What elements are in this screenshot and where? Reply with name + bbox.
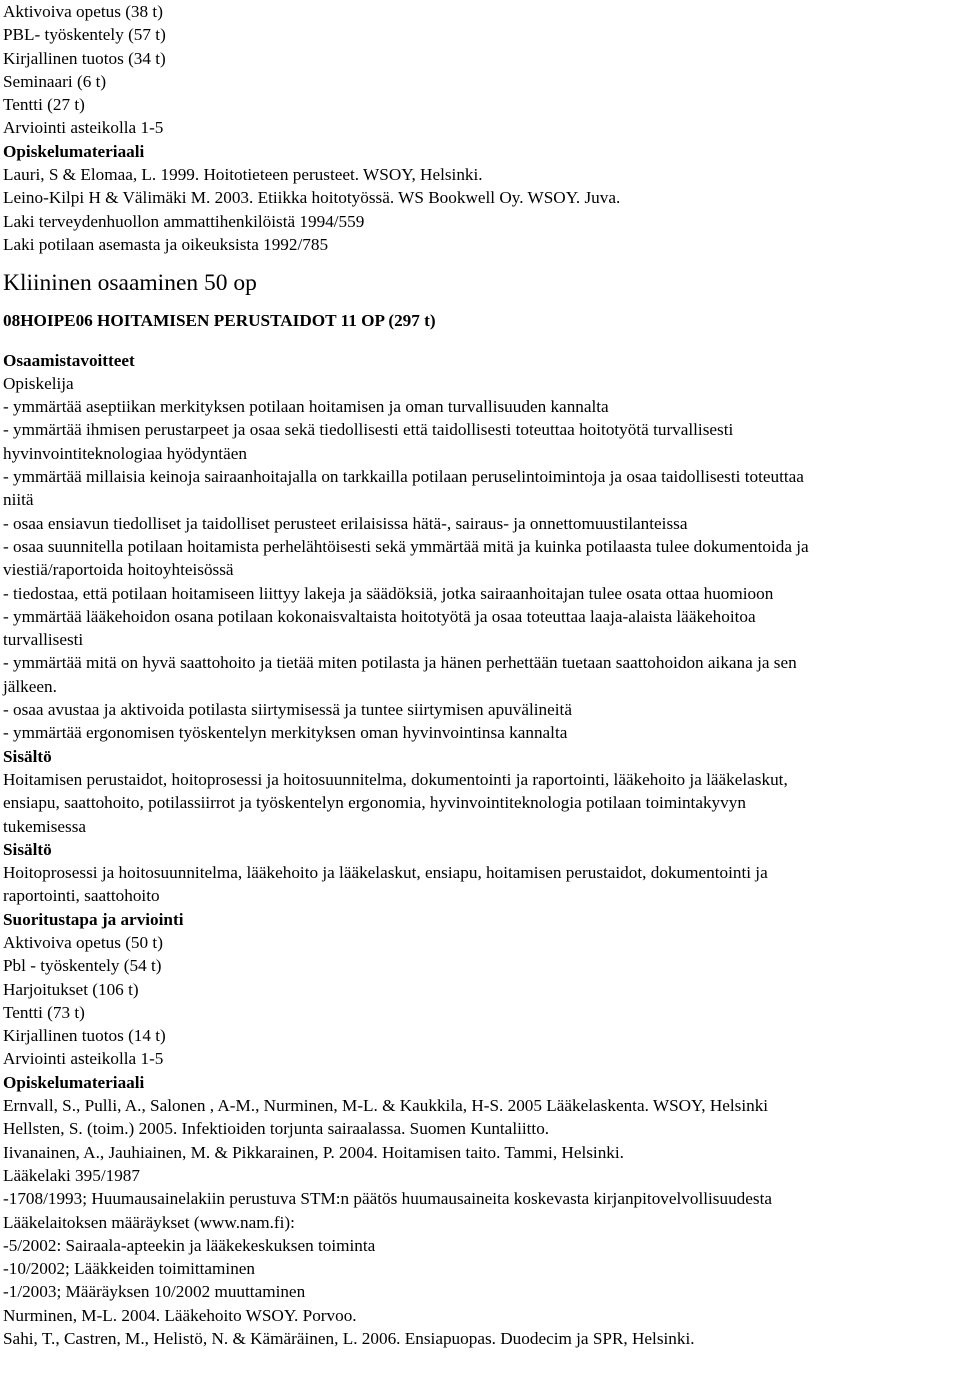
assessment-line: Pbl - työskentely (54 t) [3,956,162,976]
objective-line: viestiä/raportoida hoitoyhteisössä [3,560,234,580]
material-line: Ernvall, S., Pulli, A., Salonen , A-M., Nurminen, M-L. & Kaukkila, H-S. 2005 Lääkelaskenta. WSOY, Helsinki [3,1096,769,1116]
assessment-line: Harjoitukset (106 t) [3,979,139,999]
content-line: tukemisessa [3,816,87,836]
objective-line: - ymmärtää millaisia keinoja sairaanhoitajalla on tarkkailla potilaan peruselintoimintoja ja osaa taidollisesti toteuttaa [3,467,804,487]
content-heading: Sisältö [3,746,52,766]
material-line: Laki terveydenhuollon ammattihenkilöistä 1994/559 [3,211,365,231]
material-line: Lauri, S & Elomaa, L. 1999. Hoitotieteen perusteet. WSOY, Helsinki. [3,165,483,185]
assessment-line: Kirjallinen tuotos (14 t) [3,1026,166,1046]
objective-line: - osaa suunnitella potilaan hoitamista perhelähtöisesti sekä ymmärtää mitä ja kuinka potilaasta tulee dokumentoida ja [3,536,809,556]
material-line: -5/2002: Sairaala-apteekin ja lääkekeskuksen toiminta [3,1235,376,1255]
content-line: Hoitoprosessi ja hoitosuunnitelma, lääkehoito ja lääkelaskut, ensiapu, hoitamisen perustaidot, dokumentointi ja [3,863,768,883]
content-line: Hoitamisen perustaidot, hoitoprosessi ja hoitosuunnitelma, dokumentointi ja raportointi, lääkehoito ja lääkelaskut, [3,769,788,789]
objective-line: - ymmärtää ihmisen perustarpeet ja osaa sekä tiedollisesti että taidollisesti toteuttaa hoitotyötä turvallisesti [3,420,734,440]
content-block-1 [3,745,957,838]
intro-line: Seminaari (6 t) [3,71,107,91]
materials-heading: Opiskelumateriaali [3,1072,145,1092]
course-title: 08HOIPE06 HOITAMISEN PERUSTAIDOT 11 OP (297 t) [3,311,436,331]
material-line: -10/2002; Lääkkeiden toimittaminen [3,1259,256,1279]
objective-line: - ymmärtää aseptiikan merkityksen potilaan hoitamisen ja oman turvallisuuden kannalta [3,397,609,417]
assessment-line: Arviointi asteikolla 1-5 [3,1049,164,1069]
section-title: Kliininen osaaminen 50 op [3,270,257,297]
intro-line: PBL- työskentely (57 t) [3,25,166,45]
objectives-block [3,349,957,745]
objective-line: - tiedostaa, että potilaan hoitamiseen liittyy lakeja ja säädöksiä, jotka sairaanhoitajan tulee osata ottaa huomioon [3,583,774,603]
content-line: ensiapu, saattohoito, potilassiirrot ja työskentelyn ergonomia, hyvinvointiteknologia potilaan toimintakyvyn [3,793,746,813]
material-line: Nurminen, M-L. 2004. Lääkehoito WSOY. Porvoo. [3,1305,357,1325]
intro-line: Kirjallinen tuotos (34 t) [3,48,166,68]
objectives-subject: Opiskelija [3,373,74,393]
objective-line: - osaa avustaa ja aktivoida potilasta siirtymisessä ja tuntee siirtymisen apuvälineitä [3,700,572,720]
objective-line: - osaa ensiavun tiedolliset ja taidolliset perusteet erilaisissa hätä-, sairaus- ja onnettomuustilanteissa [3,513,688,533]
objectives-heading: Osaamistavoitteet [3,350,135,370]
content-line: raportointi, saattohoito [3,886,160,906]
objective-line: - ymmärtää lääkehoidon osana potilaan kokonaisvaltaista hoitotyötä ja osaa toteuttaa laaja-alaista lääkehoitoa [3,606,756,626]
assessment-block [3,908,957,1071]
content-heading: Sisältö [3,839,52,859]
intro-line: Arviointi asteikolla 1-5 [3,118,164,138]
material-line: Lääkelaitoksen määräykset (www.nam.fi): [3,1212,295,1232]
objective-line: niitä [3,490,34,510]
assessment-line: Tentti (73 t) [3,1002,85,1022]
material-line: Sahi, T., Castren, M., Helistö, N. & Kämäräinen, L. 2006. Ensiapuopas. Duodecim ja SPR, Helsinki. [3,1329,695,1349]
material-line: Laki potilaan asemasta ja oikeuksista 1992/785 [3,234,329,254]
intro-line: Tentti (27 t) [3,95,85,115]
objective-line: turvallisesti [3,630,84,650]
material-line: -1708/1993; Huumausainelakiin perustuva STM:n päätös huumausaineita koskevasta kirjanpitovelvollisuudesta [3,1189,772,1209]
document [3,0,957,1350]
material-line: Leino-Kilpi H & Välimäki M. 2003. Etiikka hoitotyössä. WS Bookwell Oy. WSOY. Juva. [3,188,621,208]
material-line: Hellsten, S. (toim.) 2005. Infektioiden torjunta sairaalassa. Suomen Kuntaliitto. [3,1119,550,1139]
material-line: Lääkelaki 395/1987 [3,1165,140,1185]
objective-line: - ymmärtää ergonomisen työskentelyn merkityksen oman hyvinvointinsa kannalta [3,723,568,743]
intro-block [3,0,957,256]
objective-line: jälkeen. [3,676,57,696]
materials-heading: Opiskelumateriaali [3,141,145,161]
assessment-line: Aktivoiva opetus (50 t) [3,932,163,952]
material-line: -1/2003; Määräyksen 10/2002 muuttaminen [3,1282,306,1302]
content-block-2 [3,838,957,908]
materials-block-2 [3,1071,957,1351]
intro-line: Aktivoiva opetus (38 t) [3,2,163,21]
material-line: Iivanainen, A., Jauhiainen, M. & Pikkarainen, P. 2004. Hoitamisen taito. Tammi, Helsinki. [3,1142,624,1162]
objective-line: hyvinvointiteknologiaa hyödyntäen [3,443,247,463]
objective-line: - ymmärtää mitä on hyvä saattohoito ja tietää miten potilasta ja hänen perhettään tuetaan saattohoidon aikana ja sen [3,653,797,673]
assessment-heading: Suoritustapa ja arviointi [3,909,184,929]
